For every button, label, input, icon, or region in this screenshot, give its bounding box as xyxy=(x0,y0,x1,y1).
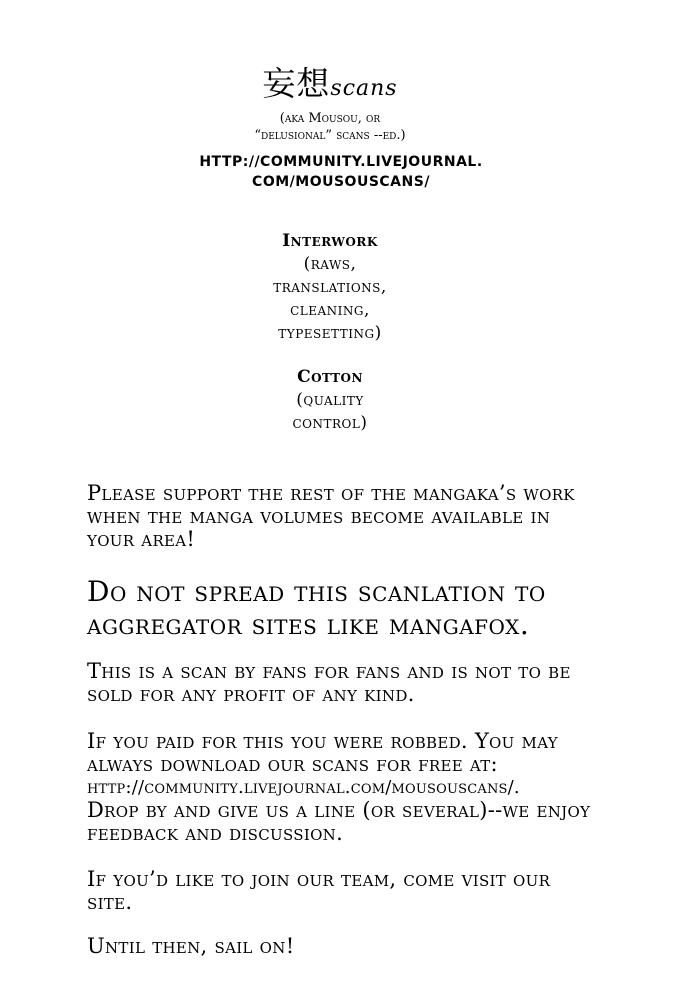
group-url-line-2: COM/MOUSOUSCANS/ xyxy=(252,174,430,190)
text-line: Do not spread this scanlation to xyxy=(87,575,546,608)
signoff xyxy=(87,935,627,958)
aka-line-1: (aka Mousou, or xyxy=(279,111,381,126)
fans-paragraph xyxy=(87,660,627,706)
text-line: sold for any profit of any kind. xyxy=(87,682,415,706)
credit-role: cleaning, xyxy=(290,300,370,320)
logo xyxy=(0,64,660,104)
group-url-line-1: HTTP://COMMUNITY.LIVEJOURNAL. xyxy=(199,154,483,170)
text-line: feedback and discussion. xyxy=(87,821,344,845)
logo-script: scans xyxy=(330,76,398,101)
text-line: Please support the rest of the mangaka’s work xyxy=(87,481,575,505)
support-paragraph xyxy=(87,482,627,551)
aka-line-2: “delusional” scans --ed.) xyxy=(254,128,406,143)
credit-cotton xyxy=(0,366,660,435)
text-line: If you paid for this you were robbed. You may xyxy=(87,729,558,753)
scans-url-link[interactable]: http://community.livejournal.com/mousouscans/. xyxy=(87,777,520,798)
credit-name: Interwork xyxy=(282,231,378,251)
logo-kanji: 妄想 xyxy=(262,64,331,103)
credit-name: Cotton xyxy=(297,367,363,387)
text-line: Until then, sail on! xyxy=(87,934,295,958)
credit-role: (quality xyxy=(296,390,364,410)
text-line: Drop by and give us a line (or several)--we enjoy xyxy=(87,798,591,822)
text-line: when the manga volumes become available in xyxy=(87,504,551,528)
warning-paragraph xyxy=(87,575,647,641)
credit-role: control) xyxy=(292,413,368,433)
paid-paragraph xyxy=(87,730,627,845)
credit-role: translations, xyxy=(273,277,387,297)
text-line: your area! xyxy=(87,527,196,551)
join-paragraph xyxy=(87,868,627,914)
credit-interwork xyxy=(0,230,660,345)
credit-role: typesetting) xyxy=(278,323,382,343)
text-line: If you’d like to join our team, come visit our xyxy=(87,867,551,891)
text-line: This is a scan by fans for fans and is not to be xyxy=(87,659,571,683)
text-line: always download our scans for free at: xyxy=(87,752,498,776)
text-line: aggregator sites like mangafox. xyxy=(87,608,530,641)
text-line: site. xyxy=(87,890,133,914)
credit-role: (raws, xyxy=(303,254,357,274)
